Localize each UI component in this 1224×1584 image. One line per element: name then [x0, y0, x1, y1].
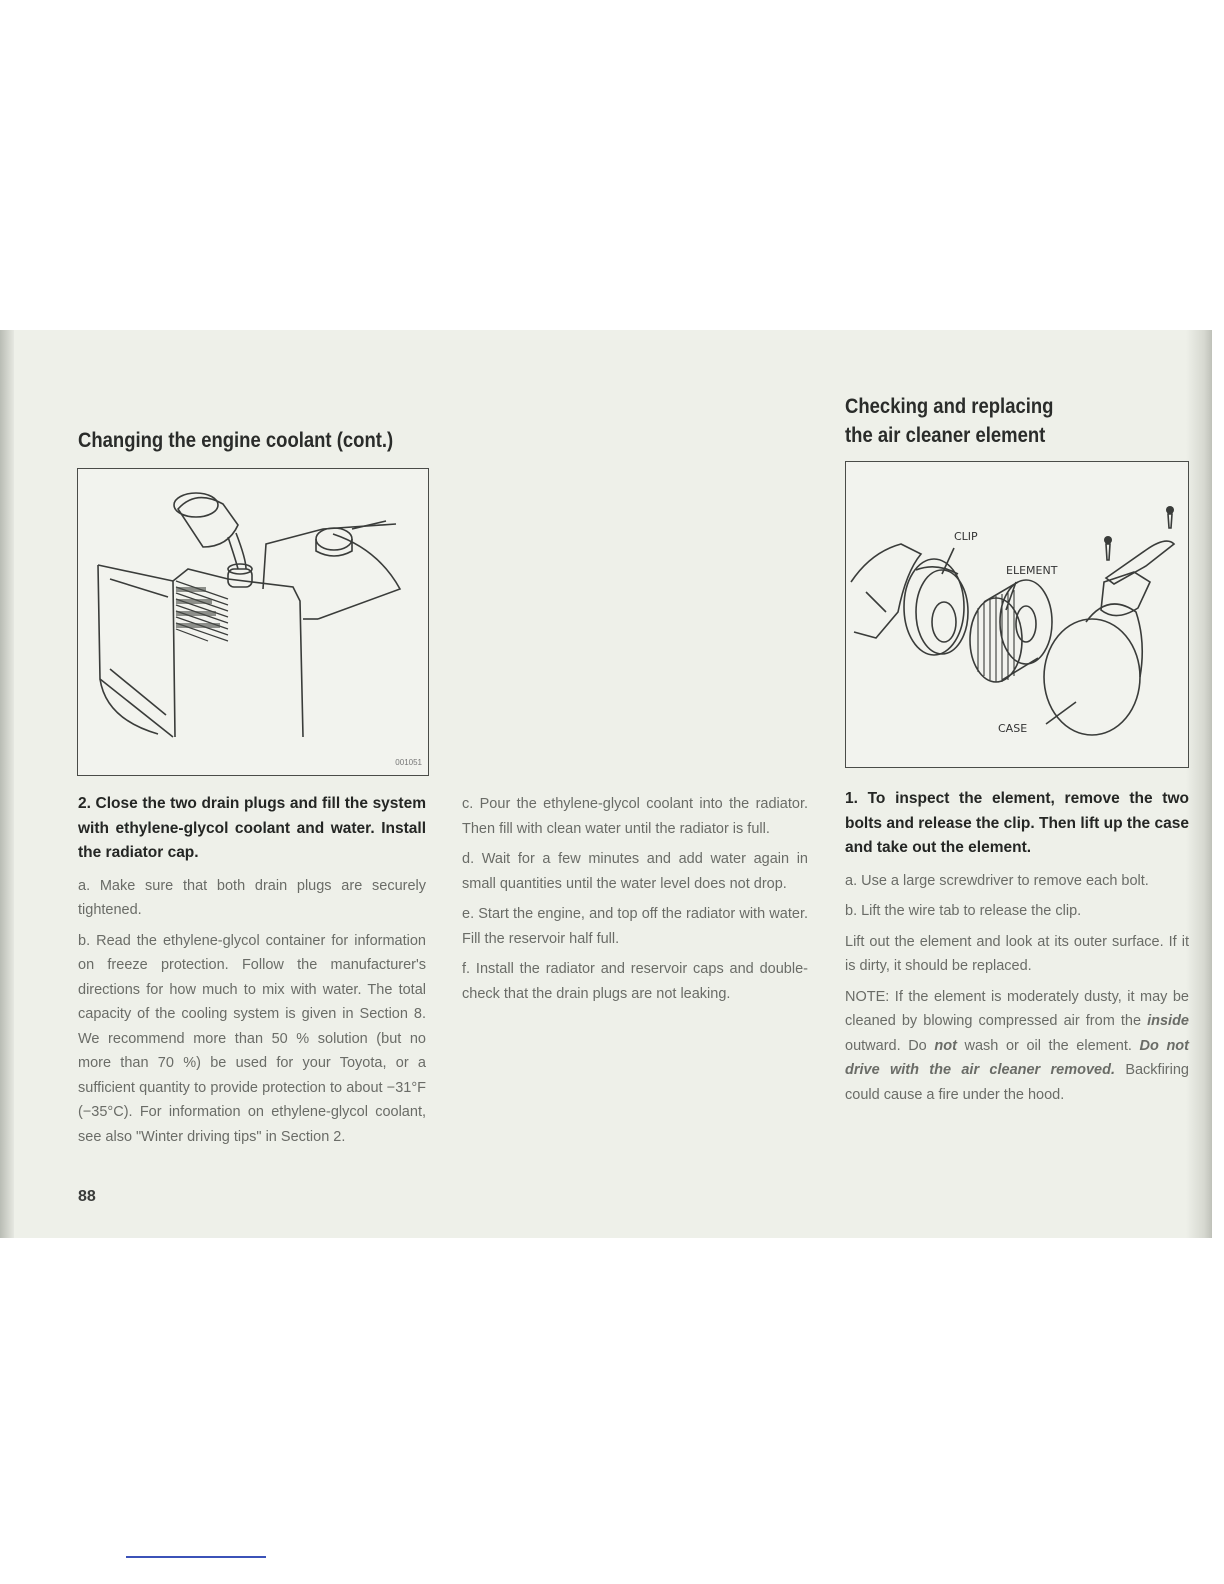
- air-cleaner-illustration: [845, 461, 1189, 768]
- step-item-d: d. Wait for a few minutes and add water again in small quantities until the water level does not drop.: [462, 851, 808, 892]
- figure-code: 001051: [395, 758, 422, 767]
- page-number: 88: [78, 1188, 96, 1205]
- step-item-e: e. Start the engine, and top off the radiator with water. Fill the reservoir half full.: [462, 906, 808, 947]
- page-edge-left: [0, 330, 14, 1238]
- note-em-not: not: [934, 1037, 957, 1054]
- air-item-lift: Lift out the element and look at its outer surface. If it is dirty, it should be replaced.: [845, 933, 1189, 974]
- column-left-2: [462, 792, 808, 1012]
- heading-line-2: the air cleaner element: [845, 424, 1046, 447]
- figure-label-case: CASE: [998, 722, 1028, 735]
- air-item-b: b. Lift the wire tab to release the clip.: [845, 903, 1082, 919]
- page-edge-right: [1186, 330, 1212, 1238]
- footer-rule: [126, 1556, 266, 1558]
- note-text-4: Backfiring could cause a fire under the hood.: [845, 1062, 1189, 1103]
- radiator-drawing: [78, 469, 427, 774]
- note-em-inside: inside: [1147, 1013, 1189, 1029]
- step-item-b: b. Read the ethylene-glycol container for information on freeze protection. Follow the manufacturer's directions for how much to mix with water. The total capacity of the cooling system is given in Section 8. We recommend more than 50 % solution (but no more than 70 %) be used for your Toyota, or a sufficient quantity to provide protection to about −31°F (−35°C). For information on ethylene-glycol coolant, see also "Winter driving tips" in Section 2.: [78, 932, 426, 1145]
- figure-label-clip: CLIP: [954, 530, 978, 543]
- step-item-a: a. Make sure that both drain plugs are securely tightened.: [78, 877, 426, 918]
- note-text-3: wash or oil the element.: [956, 1037, 1140, 1054]
- column-left-1: [78, 792, 426, 1155]
- section-heading-coolant: Changing the engine coolant (cont.): [78, 429, 394, 452]
- step-2-title: 2. Close the two drain plugs and fill the system with ethylene-glycol coolant and water. Install the radiator cap.: [78, 795, 426, 861]
- figure-label-element: ELEMENT: [1006, 564, 1058, 577]
- section-heading-air-cleaner: [845, 392, 1053, 450]
- air-item-a: a. Use a large screwdriver to remove each bolt.: [845, 872, 1149, 889]
- heading-line-1: Checking and replacing: [845, 395, 1054, 418]
- radiator-fill-illustration: [77, 468, 429, 776]
- step-item-c: c. Pour the ethylene-glycol coolant into the radiator. Then fill with clean water until the radiator is full.: [462, 796, 808, 837]
- step-1-title: 1. To inspect the element, remove the two bolts and release the clip. Then lift up the case and take out the element.: [845, 790, 1189, 856]
- note-text-1: NOTE: If the element is moderately dusty, it may be cleaned by blowing compressed air from the: [845, 988, 1189, 1029]
- column-right: [845, 787, 1189, 1113]
- step-item-f: f. Install the radiator and reservoir caps and double-check that the drain plugs are not leaking.: [462, 961, 808, 1002]
- note-text-2: outward. Do: [845, 1037, 935, 1054]
- air-note: [845, 985, 1189, 1108]
- note-em-warning: Do not drive with the air cleaner removed.: [845, 1037, 1189, 1078]
- air-cleaner-drawing: [846, 462, 1187, 766]
